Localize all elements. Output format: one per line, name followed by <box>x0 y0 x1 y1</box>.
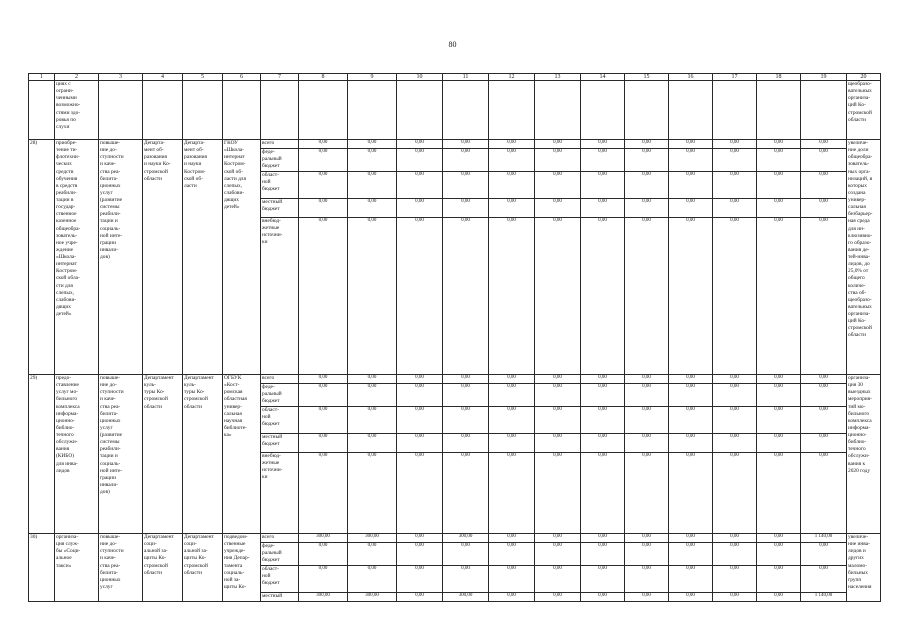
responsible-executor: Департамент куль- туры Ко- стромской области <box>143 375 183 534</box>
amount-cell: 0,00 <box>535 566 581 593</box>
amount-cell: 0,00 <box>625 149 669 172</box>
amount-cell: 0,00 <box>581 384 625 407</box>
amount-cell: 0,00 <box>581 534 625 543</box>
amount-cell: 0,00 <box>535 434 581 453</box>
amount-cell: 0,00 <box>713 384 757 407</box>
amount-cell: 0,00 <box>489 149 535 172</box>
column-header-13: 13 <box>535 74 581 81</box>
amount-cell: 0,00 <box>489 407 535 434</box>
continuation-event-cell: циях с ограни- ченными возможно- стями здо- ровья по слухи <box>55 81 99 140</box>
table-row <box>29 534 881 543</box>
amount-cell: 0,00 <box>299 149 348 172</box>
amount-cell: 0,00 <box>535 407 581 434</box>
amount-cell: 0,00 <box>581 140 625 149</box>
funding-source: местный <box>261 593 299 602</box>
amount-cell: 0,00 <box>669 384 713 407</box>
participant: подведом- ственные учрежде- ния Депар- тамента социаль- ной за- щиты Ко- <box>223 534 261 602</box>
amount-cell: 0,00 <box>801 149 847 172</box>
amount-cell: 0,00 <box>397 149 443 172</box>
amount-cell: 0,00 <box>625 543 669 566</box>
amount-cell: 0,00 <box>348 384 397 407</box>
column-header-18: 18 <box>757 74 801 81</box>
amount-cell: 0,00 <box>625 384 669 407</box>
amount-cell: 0,00 <box>625 593 669 602</box>
amount-cell: 0,00 <box>757 453 801 534</box>
empty-cell <box>261 81 299 140</box>
amount-cell: 0,00 <box>625 199 669 218</box>
amount-cell: 0,00 <box>489 172 535 199</box>
budget-manager: Департамент соци- альной за- щиты Ко- стромской области <box>183 534 223 602</box>
amount-cell: 0,00 <box>625 434 669 453</box>
amount-cell: 0,00 <box>535 534 581 543</box>
amount-cell: 0,00 <box>348 149 397 172</box>
amount-cell: 0,00 <box>443 543 489 566</box>
amount-cell: 0,00 <box>801 384 847 407</box>
column-header-4: 4 <box>143 74 183 81</box>
amount-cell: 0,00 <box>669 534 713 543</box>
amount-cell: 0,00 <box>581 543 625 566</box>
amount-cell: 0,00 <box>397 453 443 534</box>
amount-cell: 0,00 <box>713 566 757 593</box>
amount-cell: 0,00 <box>535 375 581 384</box>
funding-source: феде- ральный бюджет <box>261 384 299 407</box>
amount-cell: 0,00 <box>625 172 669 199</box>
page-number: 80 <box>448 40 457 49</box>
amount-cell: 0,00 <box>299 434 348 453</box>
amount-cell: 0,00 <box>801 140 847 149</box>
empty-cell <box>581 81 625 140</box>
column-header-5: 5 <box>183 74 223 81</box>
amount-cell: 0,00 <box>757 375 801 384</box>
event-name: организа- ция служ- бы «Соци- альное такси» <box>55 534 99 602</box>
amount-cell: 0,00 <box>669 172 713 199</box>
amount-cell: 0,00 <box>489 375 535 384</box>
responsible-executor: Департамент соци- альной за- щиты Ко- стромской области <box>143 534 183 602</box>
amount-cell: 0,00 <box>669 407 713 434</box>
amount-cell: 0,00 <box>299 199 348 218</box>
amount-cell: 0,00 <box>489 218 535 375</box>
column-header-14: 14 <box>581 74 625 81</box>
amount-cell: 0,00 <box>801 375 847 384</box>
amount-cell: 0,00 <box>348 375 397 384</box>
empty-cell <box>757 81 801 140</box>
amount-cell: 0,00 <box>348 543 397 566</box>
amount-cell: 0,00 <box>801 199 847 218</box>
funding-source: местный бюджет <box>261 434 299 453</box>
amount-cell: 0,00 <box>669 199 713 218</box>
amount-cell: 0,00 <box>801 172 847 199</box>
amount-cell: 0,00 <box>757 218 801 375</box>
column-header-3: 3 <box>99 74 143 81</box>
amount-cell: 0,00 <box>801 566 847 593</box>
amount-cell: 1 140,00 <box>801 534 847 543</box>
amount-cell: 0,00 <box>489 434 535 453</box>
amount-cell: 0,00 <box>299 407 348 434</box>
amount-cell: 0,00 <box>757 534 801 543</box>
table-row <box>29 375 881 384</box>
amount-cell: 0,00 <box>669 434 713 453</box>
continuation-result-cell: щеобразо- вательных организа- ций Ко- стромской области <box>847 81 881 140</box>
amount-cell: 0,00 <box>397 140 443 149</box>
row-number: 28) <box>29 140 55 375</box>
amount-cell: 0,00 <box>489 543 535 566</box>
funding-source: област- ной бюджет <box>261 566 299 593</box>
empty-cell <box>348 81 397 140</box>
amount-cell: 0,00 <box>581 172 625 199</box>
amount-cell: 0,00 <box>581 566 625 593</box>
amount-cell: 0,00 <box>348 453 397 534</box>
amount-cell: 0,00 <box>625 140 669 149</box>
event-name: предо- ставление услуг мо- бильного комплекса информа- ционно- библио- течного обслужи- вания (КИБО) для инва- лидов <box>55 375 99 534</box>
amount-cell: 0,00 <box>397 218 443 375</box>
amount-cell: 0,00 <box>489 453 535 534</box>
amount-cell: 0,00 <box>757 149 801 172</box>
amount-cell: 0,00 <box>625 534 669 543</box>
column-header-11: 11 <box>443 74 489 81</box>
task-description: повыше- ние до- ступности и каче- ства реа- билита- ционных услуг <box>99 534 143 602</box>
task-description: повыше- ние до- ступности и каче- ства реа- билита- ционных услуг (развитие системы реабили- тации и социаль- ной инте- грации инвали- дов) <box>99 375 143 534</box>
amount-cell: 0,00 <box>669 149 713 172</box>
funding-source: област- ной бюджет <box>261 172 299 199</box>
budget-manager: Департамент куль- туры Ко- стромской области <box>183 375 223 534</box>
funding-source: внебюд- жетные источни- ки <box>261 453 299 534</box>
amount-cell: 0,00 <box>625 566 669 593</box>
empty-cell <box>489 81 535 140</box>
amount-cell: 0,00 <box>581 218 625 375</box>
amount-cell: 0,00 <box>443 140 489 149</box>
amount-cell: 0,00 <box>713 140 757 149</box>
amount-cell: 0,00 <box>535 543 581 566</box>
amount-cell: 0,00 <box>535 140 581 149</box>
amount-cell: 0,00 <box>757 543 801 566</box>
amount-cell: 0,00 <box>535 172 581 199</box>
amount-cell: 0,00 <box>348 199 397 218</box>
amount-cell: 300,00 <box>443 593 489 602</box>
amount-cell: 0,00 <box>299 218 348 375</box>
column-header-16: 16 <box>669 74 713 81</box>
row-number: 30) <box>29 534 55 602</box>
amount-cell: 0,00 <box>489 534 535 543</box>
amount-cell: 0,00 <box>713 434 757 453</box>
amount-cell: 0,00 <box>581 593 625 602</box>
amount-cell: 0,00 <box>535 384 581 407</box>
funding-source: всего <box>261 140 299 149</box>
amount-cell: 0,00 <box>535 199 581 218</box>
amount-cell: 0,00 <box>299 543 348 566</box>
amount-cell: 0,00 <box>757 172 801 199</box>
participant: ГКОУ «Школа- интернат Костром- ской об- ласти для слепых, слабови- дящих детей» <box>223 140 261 375</box>
amount-cell: 0,00 <box>443 375 489 384</box>
amount-cell: 0,00 <box>669 375 713 384</box>
funding-source: област- ной бюджет <box>261 407 299 434</box>
amount-cell: 0,00 <box>757 140 801 149</box>
amount-cell: 0,00 <box>489 384 535 407</box>
amount-cell: 0,00 <box>669 140 713 149</box>
amount-cell: 300,00 <box>299 534 348 543</box>
amount-cell: 0,00 <box>299 172 348 199</box>
amount-cell: 0,00 <box>443 384 489 407</box>
empty-cell <box>625 81 669 140</box>
amount-cell: 0,00 <box>397 534 443 543</box>
column-header-12: 12 <box>489 74 535 81</box>
empty-cell <box>183 81 223 140</box>
column-header-6: 6 <box>223 74 261 81</box>
amount-cell: 0,00 <box>443 172 489 199</box>
amount-cell: 0,00 <box>757 593 801 602</box>
amount-cell: 0,00 <box>443 199 489 218</box>
amount-cell: 0,00 <box>397 407 443 434</box>
amount-cell: 300,00 <box>443 534 489 543</box>
table-row <box>29 140 881 149</box>
amount-cell: 0,00 <box>489 199 535 218</box>
amount-cell: 0,00 <box>713 199 757 218</box>
amount-cell: 0,00 <box>713 218 757 375</box>
column-header-17: 17 <box>713 74 757 81</box>
amount-cell: 0,00 <box>581 407 625 434</box>
column-header-9: 9 <box>348 74 397 81</box>
amount-cell: 0,00 <box>397 434 443 453</box>
amount-cell: 0,00 <box>669 593 713 602</box>
amount-cell: 0,00 <box>299 566 348 593</box>
funding-source: феде- ральный бюджет <box>261 149 299 172</box>
amount-cell: 0,00 <box>713 543 757 566</box>
amount-cell: 0,00 <box>299 384 348 407</box>
column-header-1: 1 <box>29 74 55 81</box>
amount-cell: 0,00 <box>397 593 443 602</box>
event-name: приобре- тение ти- флотехни- ческих средств обучения в средств реабили- тации в государ- ственное казенное общеобра- зователь- ное учре- ждение «Школа- интернат Костром- ской обла- сти для слепых, слабови- дящих детей» <box>55 140 99 375</box>
amount-cell: 0,00 <box>397 384 443 407</box>
amount-cell: 0,00 <box>669 453 713 534</box>
amount-cell: 0,00 <box>348 172 397 199</box>
amount-cell: 0,00 <box>443 434 489 453</box>
amount-cell: 0,00 <box>299 453 348 534</box>
funding-source: внебюд- жетные источни- ки <box>261 218 299 375</box>
column-header-8: 8 <box>299 74 348 81</box>
empty-cell <box>397 81 443 140</box>
amount-cell: 0,00 <box>443 149 489 172</box>
amount-cell: 0,00 <box>625 218 669 375</box>
funding-source: всего <box>261 534 299 543</box>
empty-cell <box>535 81 581 140</box>
amount-cell: 0,00 <box>443 566 489 593</box>
empty-cell <box>29 81 55 140</box>
empty-cell <box>713 81 757 140</box>
amount-cell: 0,00 <box>669 543 713 566</box>
task-description: повыше- ние до- ступности и каче- ства реа- билита- ционных услуг (развитие системы реабили- тации и социаль- ной инте- грации инвали- дов) <box>99 140 143 375</box>
amount-cell: 0,00 <box>489 593 535 602</box>
amount-cell: 0,00 <box>581 375 625 384</box>
amount-cell: 0,00 <box>757 566 801 593</box>
amount-cell: 300,00 <box>348 534 397 543</box>
amount-cell: 0,00 <box>397 543 443 566</box>
amount-cell: 0,00 <box>757 384 801 407</box>
amount-cell: 0,00 <box>489 566 535 593</box>
amount-cell: 0,00 <box>397 375 443 384</box>
expected-result: увеличе- ние инва- лидов и других маломо- бильных групп населения <box>847 534 881 602</box>
funding-source: всего <box>261 375 299 384</box>
row-number: 29) <box>29 375 55 534</box>
amount-cell: 300,00 <box>299 593 348 602</box>
budget-manager: Департа- мент об- разования и науки Костром- ской об- ласти <box>183 140 223 375</box>
amount-cell: 0,00 <box>443 453 489 534</box>
amount-cell: 0,00 <box>397 566 443 593</box>
amount-cell: 0,00 <box>581 149 625 172</box>
expected-result: увеличе- ние доли общеобра- зователь- ных орга- низаций, в которых создана универ- сальная безбарьер- ная среда для ин- клюзивно- го образо- вания де- тей-инва- лидов, до 25,0% от общего количе- ства об- щеобразо- вательных организа- ций Ко- стромской области <box>847 140 881 375</box>
amount-cell: 0,00 <box>713 407 757 434</box>
amount-cell: 0,00 <box>535 218 581 375</box>
empty-cell <box>801 81 847 140</box>
amount-cell: 0,00 <box>801 543 847 566</box>
amount-cell: 0,00 <box>443 407 489 434</box>
amount-cell: 0,00 <box>713 593 757 602</box>
amount-cell: 0,00 <box>535 593 581 602</box>
amount-cell: 0,00 <box>299 140 348 149</box>
amount-cell: 0,00 <box>535 149 581 172</box>
amount-cell: 0,00 <box>397 172 443 199</box>
amount-cell: 0,00 <box>713 534 757 543</box>
amount-cell: 0,00 <box>801 407 847 434</box>
responsible-executor: Департа- мент об- разования и науки Ко- стромской области <box>143 140 183 375</box>
empty-cell <box>99 81 143 140</box>
amount-cell: 0,00 <box>397 199 443 218</box>
amount-cell: 0,00 <box>348 566 397 593</box>
amount-cell: 0,00 <box>801 218 847 375</box>
amount-cell: 0,00 <box>625 407 669 434</box>
column-header-15: 15 <box>625 74 669 81</box>
funding-source: местный бюджет <box>261 199 299 218</box>
amount-cell: 1 140,00 <box>801 593 847 602</box>
expected-result: организа- ция 30 выездных мероприя- тий мо- бильного комплекса информа- ционно- библио- течного обслужи- вания к 2020 году <box>847 375 881 534</box>
amount-cell: 0,00 <box>801 434 847 453</box>
program-table <box>28 73 881 602</box>
amount-cell: 0,00 <box>713 453 757 534</box>
funding-source: феде- ральный бюджет <box>261 543 299 566</box>
amount-cell: 0,00 <box>801 453 847 534</box>
amount-cell: 0,00 <box>348 407 397 434</box>
amount-cell: 0,00 <box>535 453 581 534</box>
amount-cell: 0,00 <box>625 453 669 534</box>
amount-cell: 0,00 <box>713 149 757 172</box>
column-header-19: 19 <box>801 74 847 81</box>
amount-cell: 0,00 <box>348 140 397 149</box>
amount-cell: 0,00 <box>713 172 757 199</box>
amount-cell: 0,00 <box>713 375 757 384</box>
amount-cell: 0,00 <box>625 375 669 384</box>
amount-cell: 0,00 <box>489 140 535 149</box>
amount-cell: 300,00 <box>348 593 397 602</box>
amount-cell: 0,00 <box>348 218 397 375</box>
amount-cell: 0,00 <box>443 218 489 375</box>
amount-cell: 0,00 <box>348 434 397 453</box>
column-header-20: 20 <box>847 74 881 81</box>
empty-cell <box>669 81 713 140</box>
amount-cell: 0,00 <box>669 566 713 593</box>
column-header-2: 2 <box>55 74 99 81</box>
amount-cell: 0,00 <box>581 434 625 453</box>
amount-cell: 0,00 <box>299 375 348 384</box>
participant: ОГБУК «Кост- ромская областная универ- сальная научная библиоте- ка» <box>223 375 261 534</box>
amount-cell: 0,00 <box>581 453 625 534</box>
empty-cell <box>443 81 489 140</box>
empty-cell <box>299 81 348 140</box>
amount-cell: 0,00 <box>757 434 801 453</box>
empty-cell <box>143 81 183 140</box>
amount-cell: 0,00 <box>581 199 625 218</box>
amount-cell: 0,00 <box>757 199 801 218</box>
amount-cell: 0,00 <box>757 407 801 434</box>
column-header-10: 10 <box>397 74 443 81</box>
empty-cell <box>223 81 261 140</box>
column-header-7: 7 <box>261 74 299 81</box>
amount-cell: 0,00 <box>669 218 713 375</box>
